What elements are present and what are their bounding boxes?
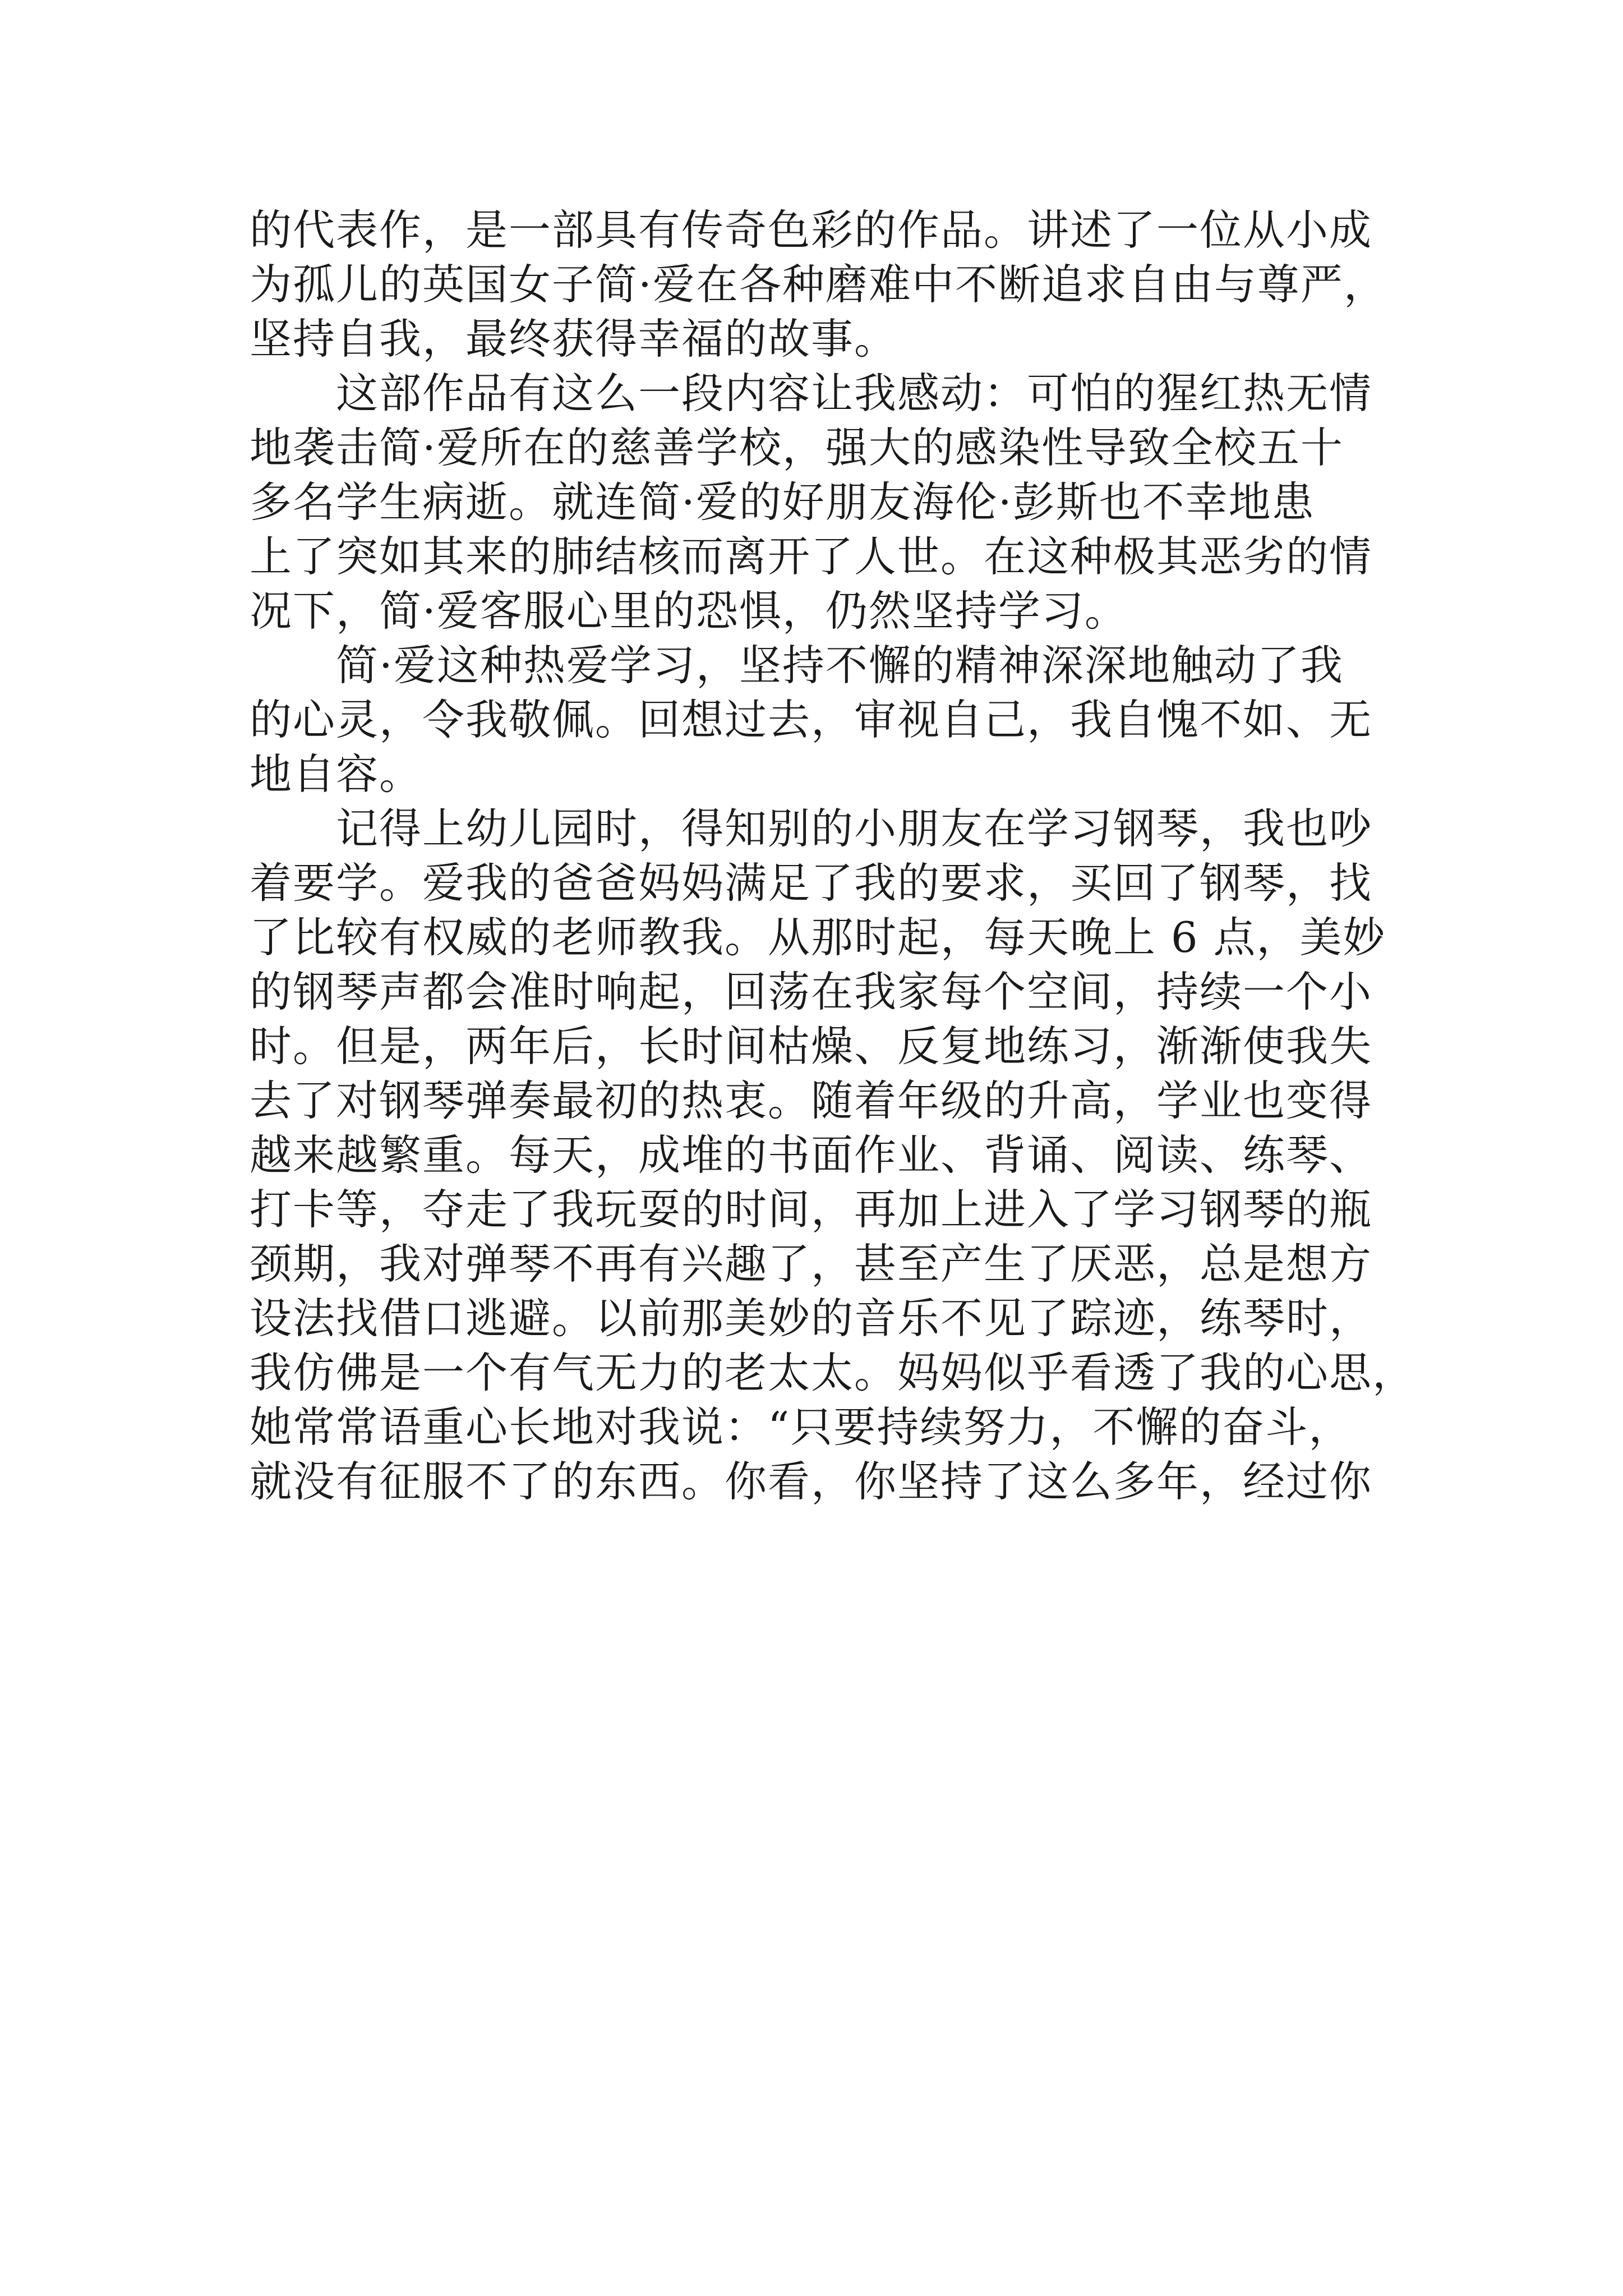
text-line: 地袭击简·爱所在的慈善学校，强大的感染性导致全校五十 (250, 423, 1344, 472)
text-line: 了比较有权威的老师教我。从那时起，每天晚上 6 点，美妙 (250, 913, 1386, 962)
text-line: 记得上幼儿园时，得知别的小朋友在学习钢琴，我也吵 (250, 804, 1373, 853)
text-line: 况下，简·爱客服心里的恐惧，仍然坚持学习。 (250, 586, 1128, 636)
text-line: 打卡等，夺走了我玩耍的时间，再加上进入了学习钢琴的瓶 (250, 1185, 1373, 1234)
text-line: 时。但是，两年后，长时间枯燥、反复地练习，渐渐使我失 (250, 1022, 1373, 1071)
text-line: 为孤儿的英国女子简·爱在各种磨难中不断追求自由与尊严， (250, 260, 1387, 309)
text-line: 地自容。 (250, 749, 423, 799)
text-line: 就没有征服不了的东西。你看，你坚持了这么多年，经过你 (250, 1457, 1373, 1506)
text-line: 她常常语重心长地对我说：“只要持续努力，不懈的奋斗， (250, 1402, 1352, 1452)
text-line: 着要学。爱我的爸爸妈妈满足了我的要求，买回了钢琴，找 (250, 858, 1373, 908)
text-line: 这部作品有这么一段内容让我感动：可怕的猩红热无情 (250, 369, 1373, 418)
text-line: 上了突如其来的肺结核而离开了人世。在这种极其恶劣的情 (250, 532, 1373, 581)
text-line: 的心灵，令我敬佩。回想过去，审视自己，我自愧不如、无 (250, 695, 1373, 744)
text-line: 的钢琴声都会准时响起，回荡在我家每个空间，持续一个小 (250, 967, 1373, 1016)
text-line: 设法找借口逃避。以前那美妙的音乐不见了踪迹，练琴时， (250, 1294, 1373, 1343)
text-line: 去了对钢琴弹奏最初的热衷。随着年级的升高，学业也变得 (250, 1076, 1373, 1125)
text-line: 简·爱这种热爱学习，坚持不懈的精神深深地触动了我 (250, 641, 1344, 690)
text-line: 多名学生病逝。就连简·爱的好朋友海伦·彭斯也不幸地患 (250, 477, 1315, 527)
text-line: 坚持自我，最终获得幸福的故事。 (250, 314, 898, 364)
text-line: 越来越繁重。每天，成堆的书面作业、背诵、阅读、练琴、 (250, 1130, 1373, 1180)
text-line: 的代表作，是一部具有传奇色彩的作品。讲述了一位从小成 (250, 205, 1373, 255)
document-body (250, 203, 1427, 1509)
text-line: 颈期，我对弹琴不再有兴趣了，甚至产生了厌恶，总是想方 (250, 1239, 1373, 1289)
text-line: 我仿佛是一个有气无力的老太太。妈妈似乎看透了我的心思， (250, 1348, 1416, 1397)
